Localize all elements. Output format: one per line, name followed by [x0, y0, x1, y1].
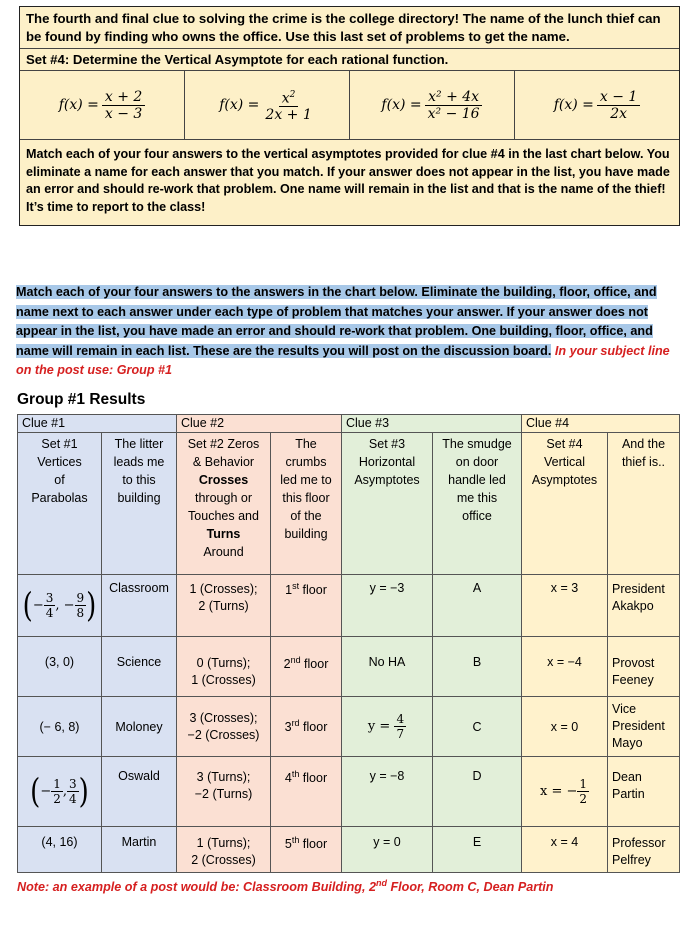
- col-header-building: The litter leads me to this building: [102, 433, 177, 575]
- function-2-lhs: f(x) =: [219, 97, 260, 113]
- function-row: [20, 71, 679, 140]
- col-header-horizontal-asymptotes: Set #3 Horizontal Asymptotes: [342, 433, 433, 575]
- function-1-numerator: x + 2: [102, 89, 145, 106]
- floor-cell: 5th floor: [271, 827, 342, 873]
- zeros-cell: 1 (Crosses); 2 (Turns): [177, 575, 271, 637]
- clue-4-match-instructions: Match each of your four answers to the vertical asymptotes provided for clue #4 in the last chart below. You eliminate a name for each answer that you match. If your answer does not appear in the list, you have made an error and should re-work that problem. One name will remain in the list and that is the name of the thief! It’s time to report to the class!: [26, 147, 670, 214]
- function-4-denominator: 2x: [610, 105, 627, 122]
- function-2: [185, 71, 350, 139]
- table-row: [18, 697, 680, 757]
- zeros-cell: 0 (Turns); 1 (Crosses): [177, 637, 271, 697]
- office-cell: A: [433, 575, 522, 637]
- ha-cell: No HA: [342, 637, 433, 697]
- building-cell: Martin: [102, 827, 177, 873]
- function-1-lhs: f(x) =: [58, 97, 99, 113]
- floor-cell: 3rd floor: [271, 697, 342, 757]
- sub-header-row: [18, 433, 680, 575]
- ha-cell: y = −3: [342, 575, 433, 637]
- va-cell: x = 4: [522, 827, 608, 873]
- function-3-lhs: f(x) =: [381, 97, 422, 113]
- col-header-office: The smudge on door handle led me this office: [433, 433, 522, 575]
- function-1-denominator: x − 3: [104, 105, 143, 122]
- function-4-lhs: f(x) =: [553, 97, 594, 113]
- results-title: Group #1 Results: [17, 391, 146, 408]
- vertex-cell: (4, 16): [18, 827, 102, 873]
- vertex-cell: (− 6, 8): [18, 697, 102, 757]
- clue-4-box: [19, 6, 680, 226]
- vertex-cell: (3, 0): [18, 637, 102, 697]
- va-cell: x = − $\frac{1}{2}$: [522, 757, 608, 827]
- name-cell: Provost Feeney: [608, 637, 680, 697]
- floor-cell: 1st floor: [271, 575, 342, 637]
- function-2-denominator: 2x + 1: [265, 107, 312, 124]
- function-3-denominator: x² − 16: [427, 105, 480, 122]
- building-cell: Oswald: [102, 757, 177, 827]
- col-header-vertical-asymptotes: Set #4 Vertical Asymptotes: [522, 433, 608, 575]
- va-cell: x = 3: [522, 575, 608, 637]
- function-3-numerator: x² + 4x: [425, 89, 482, 106]
- office-cell: D: [433, 757, 522, 827]
- clue-4-intro: The fourth and final clue to solving the crime is the college directory! The name of the lunch thief can be found by finding who owns the office. Use this last set of problems to get the name.: [20, 7, 679, 49]
- clue-4-header: Clue #4: [522, 415, 680, 433]
- floor-cell: 2nd floor: [271, 637, 342, 697]
- name-cell: Vice President Mayo: [608, 697, 680, 757]
- ha-cell: y = $\frac{4}{7}$: [342, 697, 433, 757]
- set-4-label: Set #4: Determine the Vertical Asymptote for each rational function.: [20, 49, 679, 71]
- clue-1-header: Clue #1: [18, 415, 177, 433]
- instructions-subject-line: In your subject line on the post use: Group #1: [16, 343, 670, 377]
- function-3: [350, 71, 515, 139]
- results-table: [17, 414, 680, 873]
- col-header-vertices: Set #1 Vertices of Parabolas: [18, 433, 102, 575]
- function-4-numerator: x − 1: [597, 89, 640, 106]
- name-cell: President Akakpo: [608, 575, 680, 637]
- function-2-numerator: x: [281, 90, 290, 107]
- results-instructions: [16, 283, 684, 381]
- col-header-zeros: Set #2 Zeros & Behavior Crosses through or Touches and Turns Around: [177, 433, 271, 575]
- table-row: [18, 757, 680, 827]
- instructions-highlighted: Match each of your four answers to the answers in the chart below. Eliminate the building, floor, office, and name next to each answer under each type of problem that matches your answer. If your answer does not appear in the list, you have made an error and should re-work that problem. One building, floor, office, and name will remain in each list. These are the results you will post on the discussion board.: [16, 285, 657, 358]
- function-4: [515, 71, 679, 139]
- table-row: [18, 575, 680, 637]
- zeros-cell: 3 (Turns); −2 (Turns): [177, 757, 271, 827]
- function-1: [20, 71, 185, 139]
- col-header-thief: And the thief is..: [608, 433, 680, 575]
- building-cell: Moloney: [102, 697, 177, 757]
- zeros-cell: 1 (Turns); 2 (Crosses): [177, 827, 271, 873]
- building-cell: Classroom: [102, 575, 177, 637]
- table-row: [18, 827, 680, 873]
- example-post-note: Note: an example of a post would be: Classroom Building, 2nd Floor, Room C, Dean Partin: [17, 878, 554, 895]
- table-row: [18, 637, 680, 697]
- va-cell: x = −4: [522, 637, 608, 697]
- function-2-numerator-exponent: 2: [289, 89, 296, 100]
- floor-cell: 4th floor: [271, 757, 342, 827]
- building-cell: Science: [102, 637, 177, 697]
- office-cell: C: [433, 697, 522, 757]
- office-cell: E: [433, 827, 522, 873]
- ha-cell: y = −8: [342, 757, 433, 827]
- zeros-cell: 3 (Crosses); −2 (Crosses): [177, 697, 271, 757]
- office-cell: B: [433, 637, 522, 697]
- clue-2-header: Clue #2: [177, 415, 342, 433]
- clue-3-header: Clue #3: [342, 415, 522, 433]
- name-cell: Professor Pelfrey: [608, 827, 680, 873]
- vertex-cell: ( − $\frac{3}{4}$ , − $\frac{9}{8}$ ): [18, 575, 102, 637]
- va-cell: x = 0: [522, 697, 608, 757]
- clue-header-row: [18, 415, 680, 433]
- ha-cell: y = 0: [342, 827, 433, 873]
- name-cell: Dean Partin: [608, 757, 680, 827]
- col-header-floor: The crumbs led me to this floor of the building: [271, 433, 342, 575]
- vertex-cell: ( − $\frac{1}{2}$ , $\frac{3}{4}$ ): [18, 757, 102, 827]
